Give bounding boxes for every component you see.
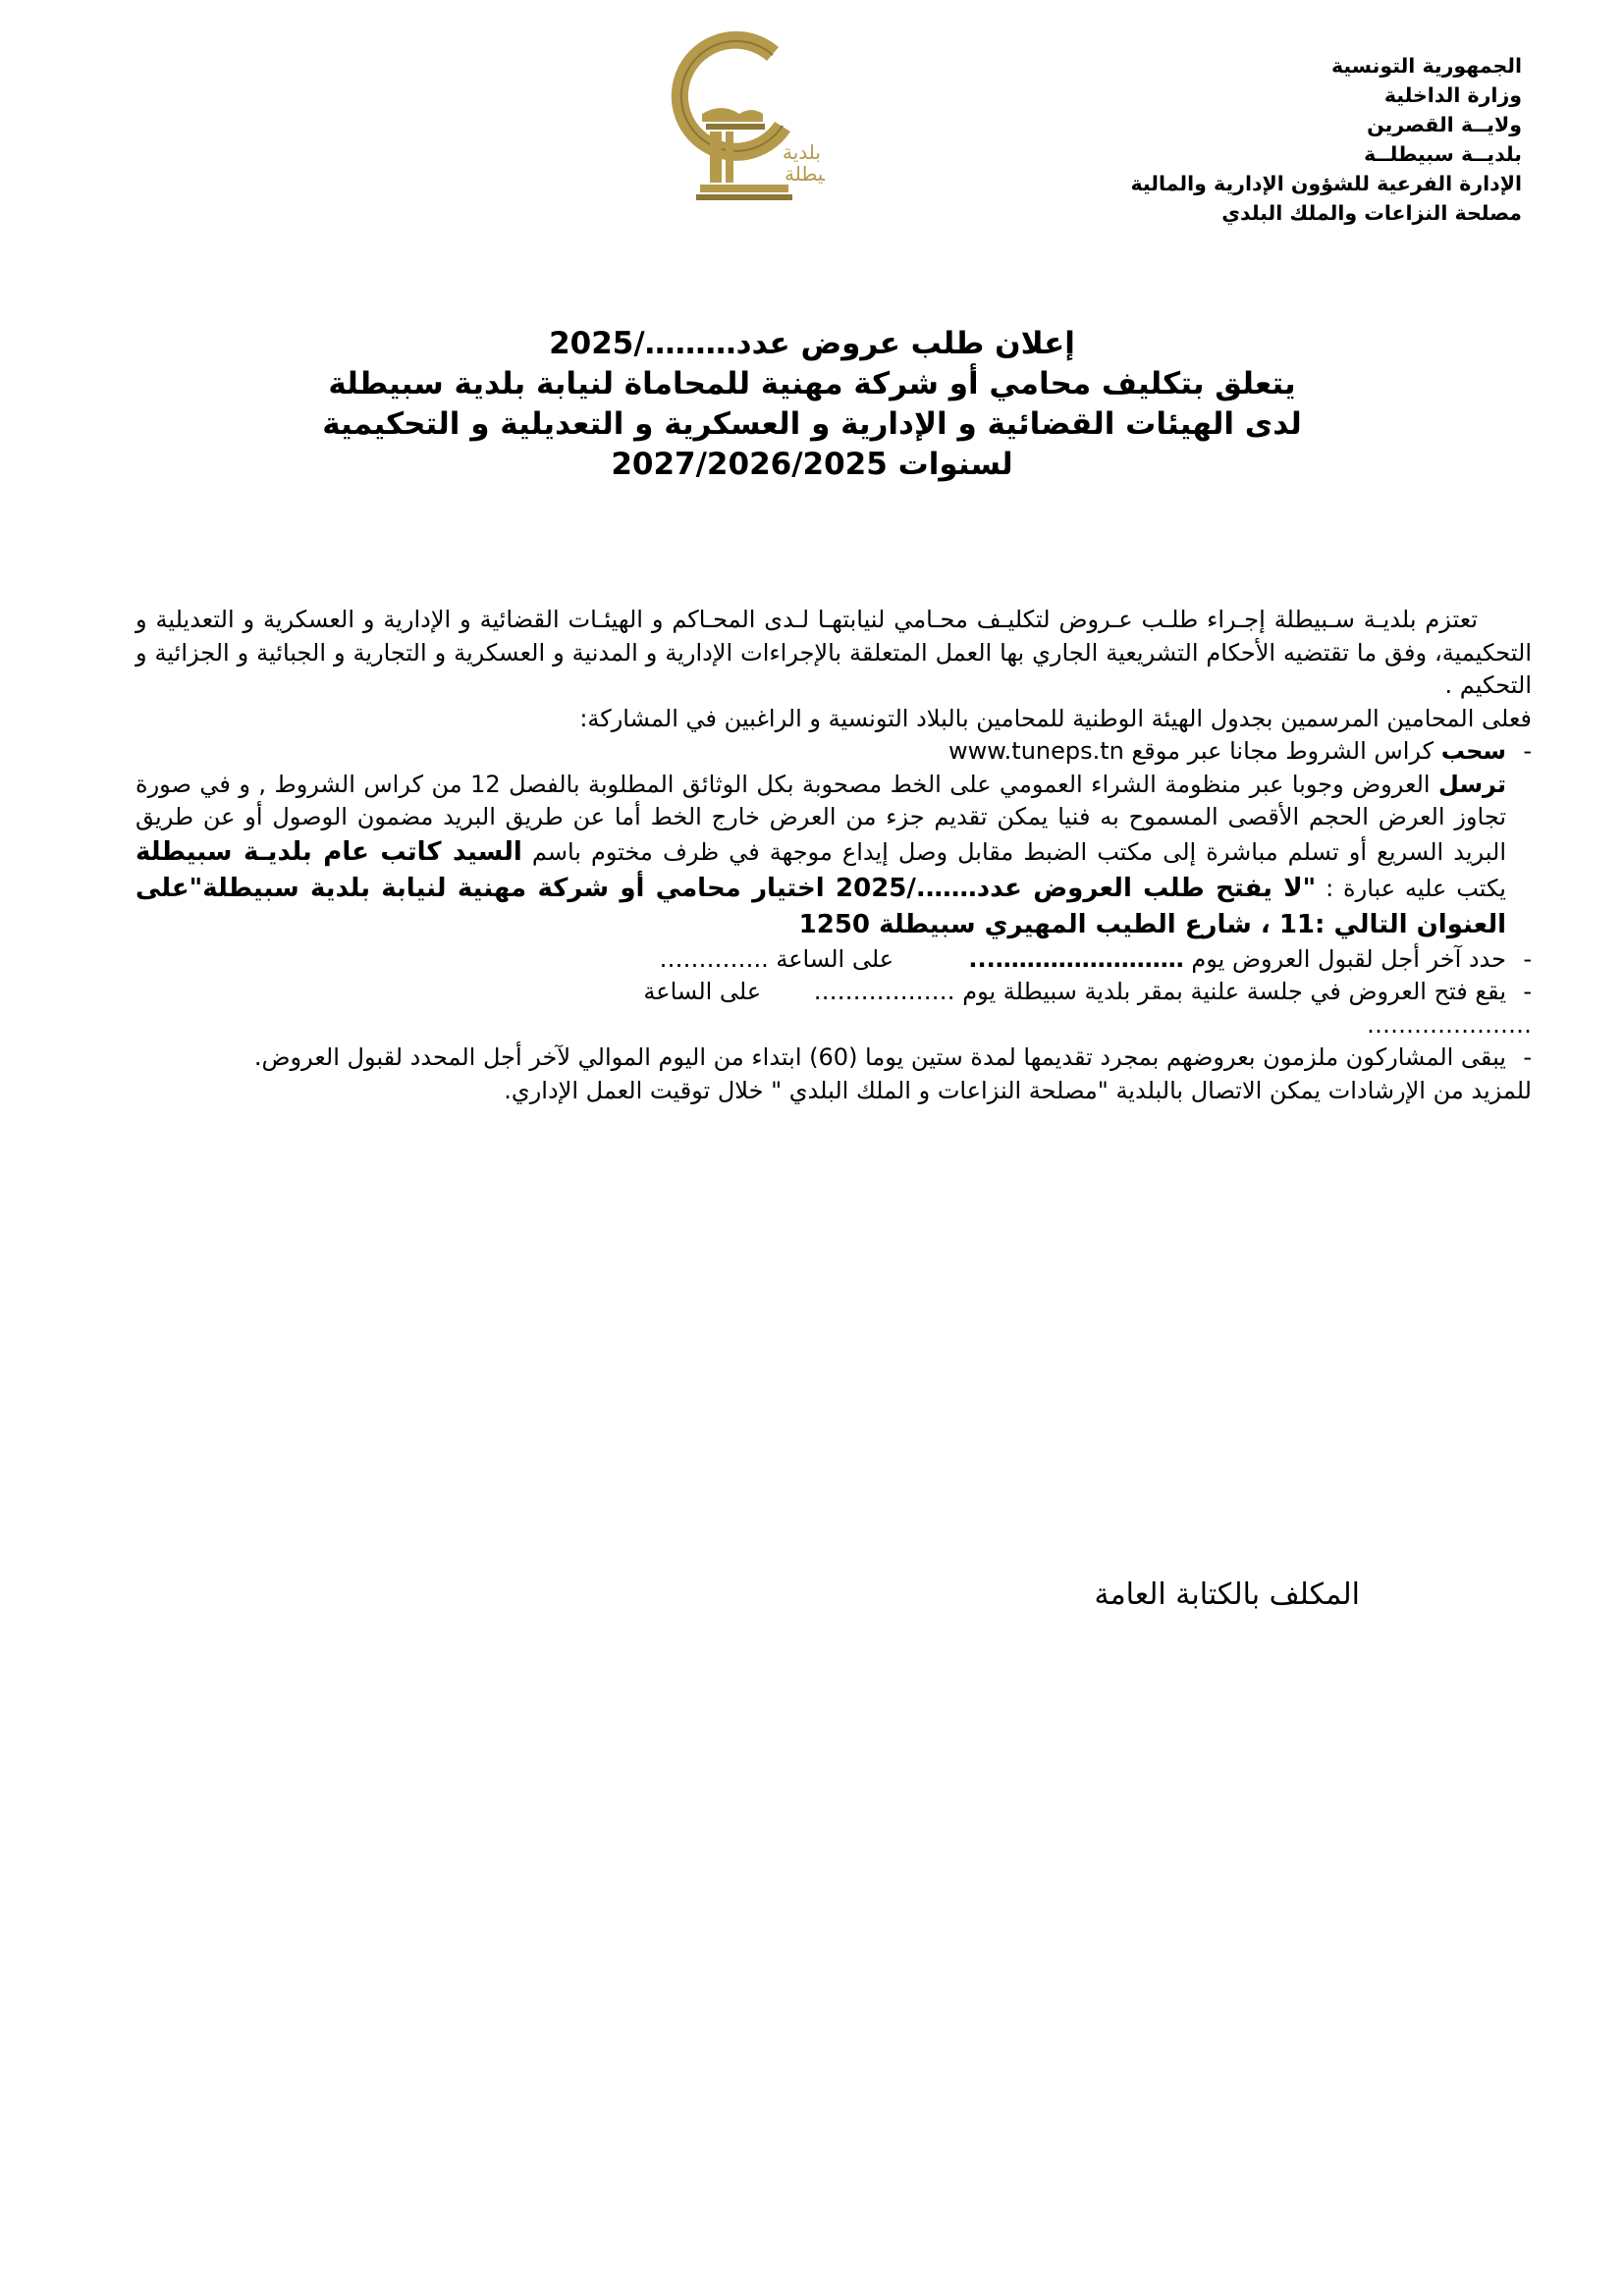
send-section [135, 769, 1532, 943]
svg-text:29 جوان 1997 [653, 12, 657, 15]
validity-text: يبقى المشاركون ملزمون بعروضهم بمجرد تقديمها لمدة ستين يوما (60) ابتداء من اليوم الموالي لآخر أجل المحدد لقبول العروض. [253, 1043, 1506, 1071]
announcement-body [135, 604, 1532, 1107]
bullet-withdraw [135, 735, 1532, 769]
letterhead-line-service: مصلحة النزاعات والملك البلدي [1221, 201, 1522, 225]
municipality-logo [653, 12, 825, 213]
title-line-2: يتعلق بتكليف محامي أو شركة مهنية للمحاماة لنيابة بلدية سبيطلة [328, 366, 1296, 401]
letterhead-line-department: الإدارة الفرعية للشؤون الإدارية والمالية [1130, 172, 1522, 195]
bullet-deadline [135, 943, 1532, 977]
title-line-1: إعلان طلب عروض عدد………/2025 [549, 326, 1075, 361]
contact-paragraph: للمزيد من الإرشادات يمكن الاتصال بالبلدية "مصلحة النزاعات و الملك البلدي " خلال توقيت العمل الإداري. [504, 1076, 1532, 1104]
opening-dots: ………………… [1367, 1010, 1532, 1039]
municipality-logo-icon [653, 12, 825, 213]
withdraw-bold-word: سحب [1440, 737, 1506, 765]
title-line-3: لدى الهيئات القضائية و الإدارية و العسكرية و التعديلية و التحكيمية [322, 406, 1302, 442]
bullet-dash: - [1523, 737, 1532, 765]
addressee-bold: السيد كاتب عام بلديـة سبيطلة [135, 836, 522, 867]
logo-text-line1: بلدية [783, 140, 821, 164]
send-bold-word: ترسل [1438, 770, 1506, 798]
deadline-dots: ……………………... [968, 944, 1184, 973]
title-line-4: لسنوات 2027/2026/2025 [611, 447, 1013, 482]
bullet-dash: - [1523, 1043, 1532, 1071]
deadline-hour: على الساعة ..………… [659, 944, 894, 973]
letterhead-line-country: الجمهورية التونسية [1331, 54, 1522, 78]
addressee-mid: يكتب عليه عبارة : [1326, 874, 1506, 902]
letterhead-line-governorate: ولايــة القصرين [1367, 113, 1522, 136]
announcement-title [0, 324, 1624, 485]
opening-hour: على الساعة [643, 978, 762, 1005]
logo-ring-text [653, 12, 657, 15]
address-bold: "لا يفتح طلب العروض عدد……./2025 اختيار محامي أو شركة مهنية لنيابة بلدية سبيطلة"على العنوان التالي :11 ، شارع الطيب المهيري سبيطلة 1250 [135, 873, 1506, 939]
withdraw-text: كراس الشروط مجانا عبر موقع [1131, 737, 1435, 765]
website-link[interactable]: www.tuneps.tn [947, 737, 1124, 765]
bullet-dash: - [1523, 944, 1532, 973]
bullet-opening [135, 976, 1532, 1009]
intro-paragraph: تعتزم بلديـة سـبيطلة إجـراء طلـب عـروض لتكليـف محـامي لنيابتهـا لـدى المحـاكم و الهيئـات القضائية و الإدارية و العسكرية و التعديلية و التحكيمية، وفق ما تقتضيه الأحكام التشريعية الجاري بها العمل المتعلقة بالإجراءات الإدارية و المدنية و العسكرية و التجارية و الجبائية و الجزائية و التحكيم . [135, 606, 1532, 699]
send-text: العروض وجوبا عبر منظومة الشراء العمومي على الخط مصحوبة بكل الوثائق المطلوبة بالفصل 12 من كراس الشروط , و في صورة تجاوز العرض الحجم الأقصى المسموح به فنيا يمكن تقديم جزء من العرض خارج الخط أما عن طريق البريد مضمون الوصول أو عن طريق البريد السريع أو تسلم مباشرة إلى مكتب الضبط مقابل وصل إيداع موجهة في ظرف مختوم باسم [135, 770, 1506, 866]
deadline-text: حدد آخر أجل لقبول العروض يوم [1191, 944, 1506, 973]
letterhead-line-municipality: بلديــة سبيطلــة [1364, 142, 1522, 166]
bullet-validity [135, 1041, 1532, 1075]
eligibility-paragraph: فعلى المحامين المرسمين بجدول الهيئة الوطنية للمحامين بالبلاد التونسية و الراغبين في المشاركة: [579, 704, 1532, 732]
opening-text: يقع فتح العروض في جلسة علنية بمقر بلدية سبيطلة يوم ……………… [813, 978, 1506, 1005]
bullet-dash: - [1523, 978, 1532, 1005]
logo-text-line2: يطلة [785, 162, 824, 186]
signature-title: المكلف بالكتابة العامة [1094, 1577, 1360, 1612]
letterhead-line-ministry: وزارة الداخلية [1383, 83, 1522, 107]
letterhead [913, 51, 1522, 228]
